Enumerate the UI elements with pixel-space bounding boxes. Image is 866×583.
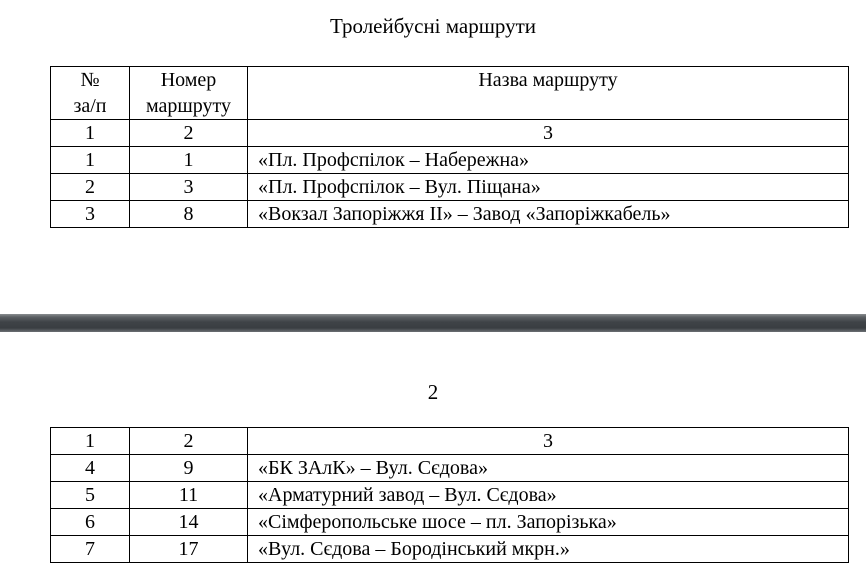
routes-table-page-1 xyxy=(50,66,849,228)
index-cell-3: 3 xyxy=(248,120,849,147)
row-number-cell: 7 xyxy=(51,536,130,563)
header-number-line-1: № xyxy=(80,69,100,91)
index-row xyxy=(51,120,849,147)
route-number-cell: 8 xyxy=(130,201,248,228)
route-number-cell: 14 xyxy=(130,509,248,536)
table-row xyxy=(51,455,849,482)
table-row xyxy=(51,174,849,201)
page-separator xyxy=(0,314,866,332)
index-cell-1: 1 xyxy=(51,428,130,455)
index-row xyxy=(51,428,849,455)
table-row xyxy=(51,147,849,174)
route-name-cell: «БК ЗАлК» – Вул. Сєдова» xyxy=(248,455,849,482)
header-route-number-cell xyxy=(130,67,248,120)
route-name-cell: «Вокзал Запоріжжя ІІ» – Завод «Запоріжкабель» xyxy=(248,201,849,228)
row-number-cell: 4 xyxy=(51,455,130,482)
page-number: 2 xyxy=(427,380,439,404)
header-route-line-1: Номер xyxy=(160,69,217,91)
route-name-cell: «Пл. Профспілок – Вул. Піщана» xyxy=(248,174,849,201)
route-number-cell: 9 xyxy=(130,455,248,482)
index-cell-3: 3 xyxy=(248,428,849,455)
row-number-cell: 5 xyxy=(51,482,130,509)
document-title: Тролейбусні маршрути xyxy=(329,14,537,38)
table-row xyxy=(51,201,849,228)
routes-table-page-2 xyxy=(50,427,849,563)
route-number-cell: 3 xyxy=(130,174,248,201)
route-name-cell: «Вул. Сєдова – Бородінський мкрн.» xyxy=(248,536,849,563)
header-number-line-2: за/п xyxy=(73,95,107,117)
table-row xyxy=(51,509,849,536)
index-cell-2: 2 xyxy=(130,120,248,147)
route-name-cell: «Сімферопольське шосе – пл. Запорізька» xyxy=(248,509,849,536)
row-number-cell: 2 xyxy=(51,174,130,201)
row-number-cell: 6 xyxy=(51,509,130,536)
route-name-cell: «Пл. Профспілок – Набережна» xyxy=(248,147,849,174)
header-route-line-2: маршруту xyxy=(145,95,231,117)
index-cell-2: 2 xyxy=(130,428,248,455)
route-number-cell: 11 xyxy=(130,482,248,509)
route-number-cell: 1 xyxy=(130,147,248,174)
table-row xyxy=(51,482,849,509)
route-number-cell: 17 xyxy=(130,536,248,563)
table-row xyxy=(51,536,849,563)
row-number-cell: 3 xyxy=(51,201,130,228)
header-route-name-cell: Назва маршруту xyxy=(248,67,849,120)
table-header-row xyxy=(51,67,849,120)
row-number-cell: 1 xyxy=(51,147,130,174)
route-name-cell: «Арматурний завод – Вул. Сєдова» xyxy=(248,482,849,509)
header-number-cell xyxy=(51,67,130,120)
index-cell-1: 1 xyxy=(51,120,130,147)
